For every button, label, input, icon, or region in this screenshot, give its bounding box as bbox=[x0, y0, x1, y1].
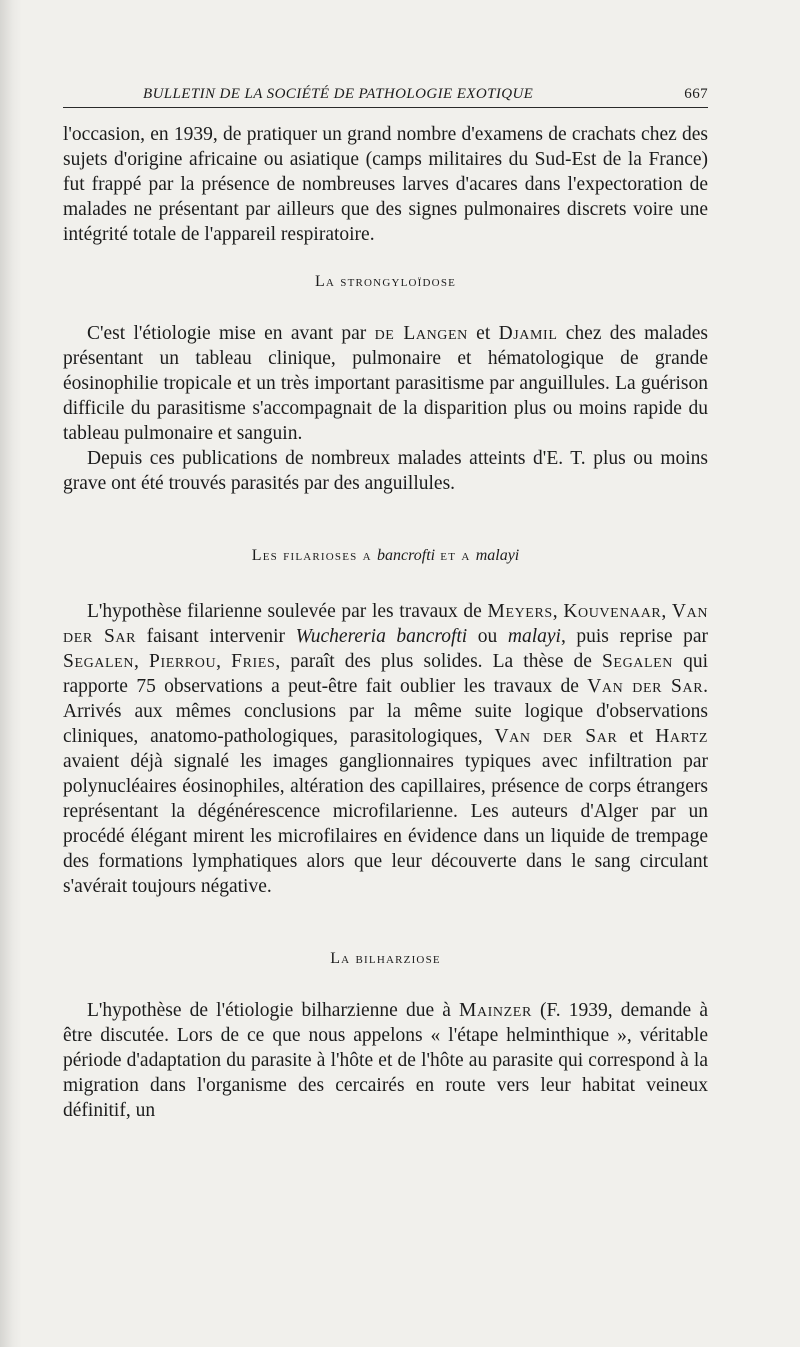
section-heading-strongyloidose: La strongyloïdose bbox=[314, 273, 457, 290]
section-heading-bilharziose: La bilharziose bbox=[330, 950, 441, 967]
paragraph-1: l'occasion, en 1939, de pratiquer un grand nombre d'examens de crachats chez des sujets d'origine africaine ou asiatique (camps militaires du Sud-Est de la France) fut frappé par la présence de nombreuses larves d'acares dans l'expectoration de malades ne présentant par ailleurs que des signes pulmonaires discrets voire une intégrité totale de l'appareil respiratoire. bbox=[63, 124, 708, 245]
author-name: Hartz bbox=[655, 726, 709, 747]
page-number: 667 bbox=[684, 86, 708, 102]
scan-edge-shadow bbox=[0, 0, 22, 1347]
section-heading-filarioses: Les filarioses a bancrofti et a malayi bbox=[251, 547, 520, 564]
paragraph-2: C'est l'étiologie mise en avant par de Langen et Djamil chez des malades présentant un tableau clinique, pulmonaire et hématologique de grande éosinophilie tropicale et un très important parasitisme par anguillules. La guérison difficile du parasitisme s'accompagnait de la disparition plus ou moins rapide du tableau pulmonaire et sanguin. bbox=[63, 323, 708, 444]
species-name: malayi bbox=[507, 626, 561, 647]
author-name: Kouvenaar bbox=[563, 601, 662, 622]
author-name: Van der Sar bbox=[587, 676, 704, 697]
author-name: Segalen bbox=[63, 651, 135, 672]
page bbox=[63, 86, 708, 1123]
author-name: Van der Sar bbox=[63, 601, 709, 647]
author-name: Meyers bbox=[487, 601, 553, 622]
author-name: de Langen bbox=[374, 323, 468, 344]
author-name: Mainzer bbox=[459, 1000, 532, 1021]
author-name: Van der Sar bbox=[494, 726, 618, 747]
paragraph-5: L'hypothèse de l'étiologie bilharzienne due à Mainzer (F. 1939, demande à être discutée. Lors de ce que nous appelons « l'étape helminthique », véritable période d'adaptation du parasite à l'hôte et de l'hôte au parasite qui correspond à la migration dans l'organisme des cercairés en route vers leur habitat veineux définitif, un bbox=[63, 1000, 708, 1121]
author-name: Pierrou bbox=[149, 651, 217, 672]
paragraph-3: Depuis ces publications de nombreux malades atteints d'E. T. plus ou moins grave ont été trouvés parasités par des anguillules. bbox=[63, 448, 708, 494]
author-name: Fries bbox=[231, 651, 276, 672]
species-name: Wuchereria bancrofti bbox=[295, 626, 468, 647]
author-name: Segalen bbox=[601, 651, 673, 672]
author-name: Djamil bbox=[498, 323, 558, 344]
running-header bbox=[63, 86, 708, 108]
body-text bbox=[63, 122, 708, 1123]
journal-title: BULLETIN DE LA SOCIÉTÉ DE PATHOLOGIE EXOTIQUE bbox=[143, 86, 534, 102]
paragraph-4: L'hypothèse filarienne soulevée par les travaux de Meyers, Kouvenaar, Van der Sar faisant intervenir Wuchereria bancrofti ou malayi, puis reprise par Segalen, Pierrou, Fries, paraît des plus solides. La thèse de Segalen qui rapporte 75 observations a peut-être fait oublier les travaux de Van der Sar. Arrivés aux mêmes conclusions par la même suite logique d'observations cliniques, anatomo-pathologiques, parasitologiques, Van der Sar et Hartz avaient déjà signalé les images ganglionnaires typiques avec infiltration par polynucléaires éosinophiles, altération des capillaires, présence de corps étrangers représentant la dégénérescence microfilarienne. Les auteurs d'Alger par un procédé élégant mirent les microfilaires en évidence dans un liquide de trempage des formations lymphatiques alors que leur découverte dans le sang circulant s'avérait toujours négative. bbox=[63, 601, 709, 897]
